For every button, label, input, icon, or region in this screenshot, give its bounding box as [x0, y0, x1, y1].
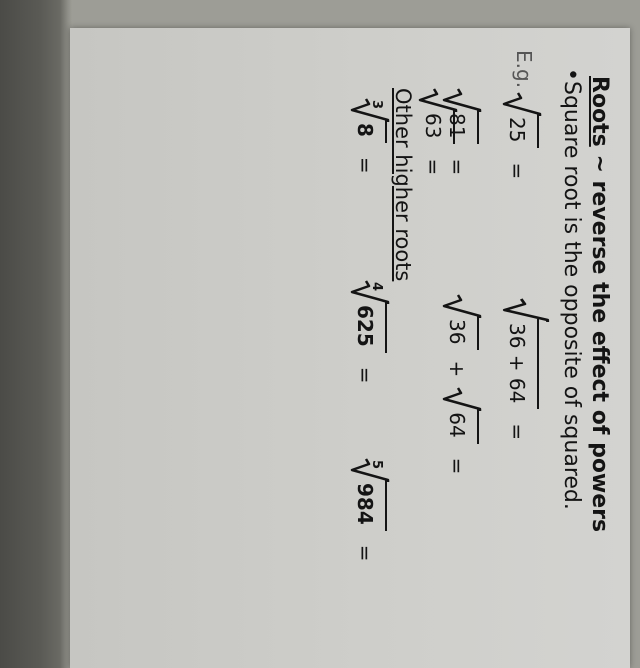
- equals-sign: =: [421, 158, 445, 176]
- root-index: 4: [369, 282, 384, 292]
- plus-sign: +: [445, 360, 469, 378]
- expression-fourth-root-625: [350, 280, 390, 384]
- radicand: 25: [502, 113, 539, 148]
- radicand: 64: [442, 408, 479, 443]
- radicand: 81: [442, 109, 479, 144]
- radicand: 625: [350, 301, 387, 353]
- expression-sqrt-63: [418, 88, 458, 175]
- expression-fifth-root-984: [350, 458, 390, 562]
- expression-sqrt-36-plus-64: [502, 298, 550, 440]
- root-index: 5: [369, 460, 384, 470]
- example-label: E.g.: [512, 50, 536, 89]
- radicand: 36: [442, 315, 479, 350]
- title: [587, 76, 612, 532]
- equals-sign: =: [505, 423, 529, 441]
- root-index: 3: [369, 100, 384, 110]
- equals-sign: =: [445, 457, 469, 475]
- radicand: 8: [350, 119, 387, 143]
- radical: [502, 92, 542, 148]
- radical: [350, 98, 390, 143]
- radical: [442, 294, 482, 350]
- worksheet: [70, 28, 630, 668]
- equals-sign: =: [445, 158, 469, 176]
- radical: [350, 458, 390, 531]
- radicand: 63: [418, 109, 455, 144]
- radical: [418, 88, 458, 144]
- higher-roots-heading: Other higher roots: [391, 88, 415, 282]
- expression-sqrt-25: [502, 92, 542, 179]
- expression-sqrt-36-plus-sqrt-64: [442, 294, 482, 474]
- equals-sign: =: [353, 544, 377, 562]
- radicand: 984: [350, 479, 387, 531]
- square-root-definition: •Square root is the opposite of squared.: [559, 68, 584, 510]
- radicand: 36 + 64: [502, 319, 539, 409]
- equals-sign: =: [353, 156, 377, 174]
- title-description: ~ reverse the effect of powers: [587, 146, 612, 533]
- radical: [442, 387, 482, 443]
- expression-cube-root-8: [350, 98, 390, 174]
- radical: [502, 298, 550, 409]
- radical: [350, 280, 390, 353]
- equals-sign: =: [505, 162, 529, 180]
- equals-sign: =: [353, 366, 377, 384]
- title-roots-word: Roots: [587, 76, 612, 147]
